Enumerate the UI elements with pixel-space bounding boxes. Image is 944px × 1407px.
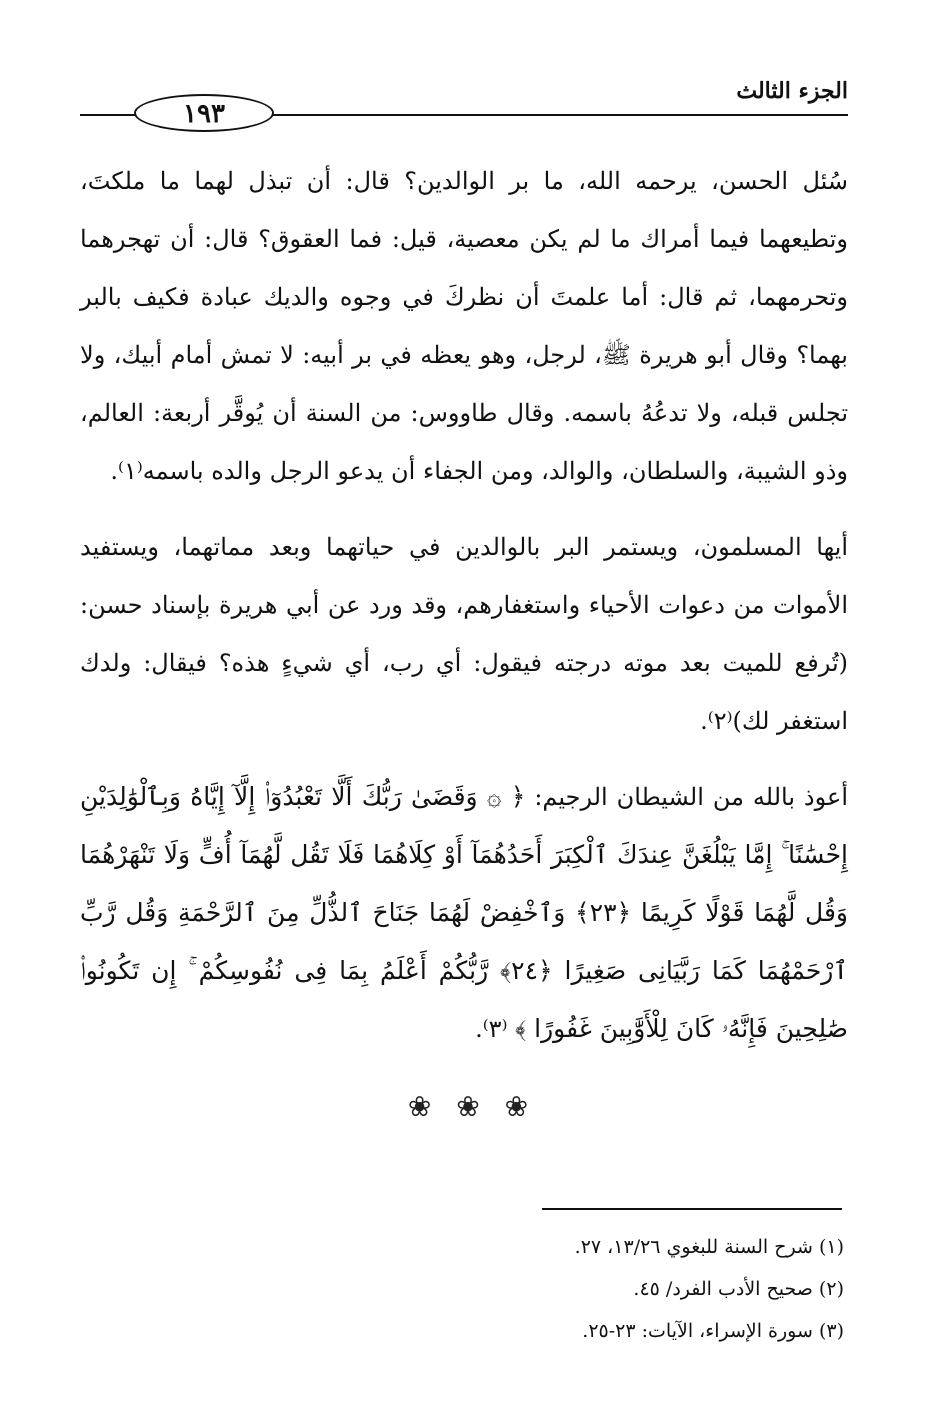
quran-intro: أعوذ بالله من الشيطان الرجيم: bbox=[525, 783, 849, 811]
footnote-3: (٣) سورة الإسراء، الآيات: ٢٣-٢٥. bbox=[582, 1320, 844, 1342]
footnote-1: (١) شرح السنة للبغوي ١٣/٢٦، ٢٧. bbox=[574, 1236, 844, 1258]
footnote-2: (٢) صحيح الأدب الفرد/ ٤٥. bbox=[633, 1278, 844, 1300]
page-number: ١٩٣ bbox=[134, 94, 274, 132]
quran-paragraph bbox=[80, 768, 848, 1058]
quran-footnote-ref: ⁽٣⁾. bbox=[475, 1015, 508, 1043]
running-title: الجزء الثالث bbox=[736, 78, 848, 104]
footnotes bbox=[244, 1226, 844, 1352]
page-header bbox=[80, 76, 848, 129]
body-text bbox=[80, 152, 848, 1076]
paragraph-2: أيها المسلمون، ويستمر البر بالوالدين في حياتهما وبعد مماتهما، ويستفيد الأموات من دعوات الأحياء واستغفارهم، وقد ورد عن أبي هريرة بإسناد حسن: (تُرفع للميت بعد موته درجته فيقول: أي رب، أي شيءٍ هذه؟ فيقال: ولدك استغفر لك)⁽٢⁾. bbox=[80, 533, 848, 735]
quran-verses: ﴿ ۞ وَقَضَىٰ رَبُّكَ أَلَّا تَعْبُدُوٓا۟ إِلَّآ إِيَّاهُ وَبِٱلْوَٰلِدَيْنِ إِحْسَٰنًا ۚ إِمَّا يَبْلُغَنَّ عِندَكَ ٱلْكِبَرَ أَحَدُهُمَآ أَوْ كِلَاهُمَا فَلَا تَقُل لَّهُمَآ أُفٍّ وَلَا تَنْهَرْهُمَا وَقُل لَّهُمَا قَوْلًا كَرِيمًا ﴿٢٣﴾ وَٱخْفِضْ لَهُمَا جَنَاحَ ٱلذُّلِّ مِنَ ٱلرَّحْمَةِ وَقُل رَّبِّ ٱرْحَمْهُمَا كَمَا رَبَّيَانِى صَغِيرًا ﴿٢٤﴾ رَّبُّكُمْ أَعْلَمُ بِمَا فِى نُفُوسِكُمْ ۚ إِن تَكُونُوا۟ صَٰلِحِينَ فَإِنَّهُۥ كَانَ لِلْأَوَّٰبِينَ غَفُورًا ﴾ bbox=[80, 782, 848, 1043]
section-divider-ornament: ❀ ❀ ❀ bbox=[407, 1090, 537, 1123]
footnote-rule bbox=[542, 1208, 842, 1210]
paragraph-1: سُئل الحسن، يرحمه الله، ما بر الوالدين؟ قال: أن تبذل لهما ما ملكتَ، وتطيعهما فيما أمراك ما لم يكن معصية، قيل: فما العقوق؟ قال: أن تهجرهما وتحرمهما، ثم قال: أما علمتَ أن نظركَ في وجوه والديك عبادة فكيف بالبر بهما؟ وقال أبو هريرة ﷺ، لرجل، وهو يعظه في بر أبيه: لا تمش أمام أبيك، ولا تجلس قبله، ولا تدعُهُ باسمه. وقال طاووس: من السنة أن يُوقَّر أربعة: العالم، وذو الشيبة، والسلطان، والوالد، ومن الجفاء أن يدعو الرجل والده باسمه⁽١⁾. bbox=[80, 167, 848, 485]
